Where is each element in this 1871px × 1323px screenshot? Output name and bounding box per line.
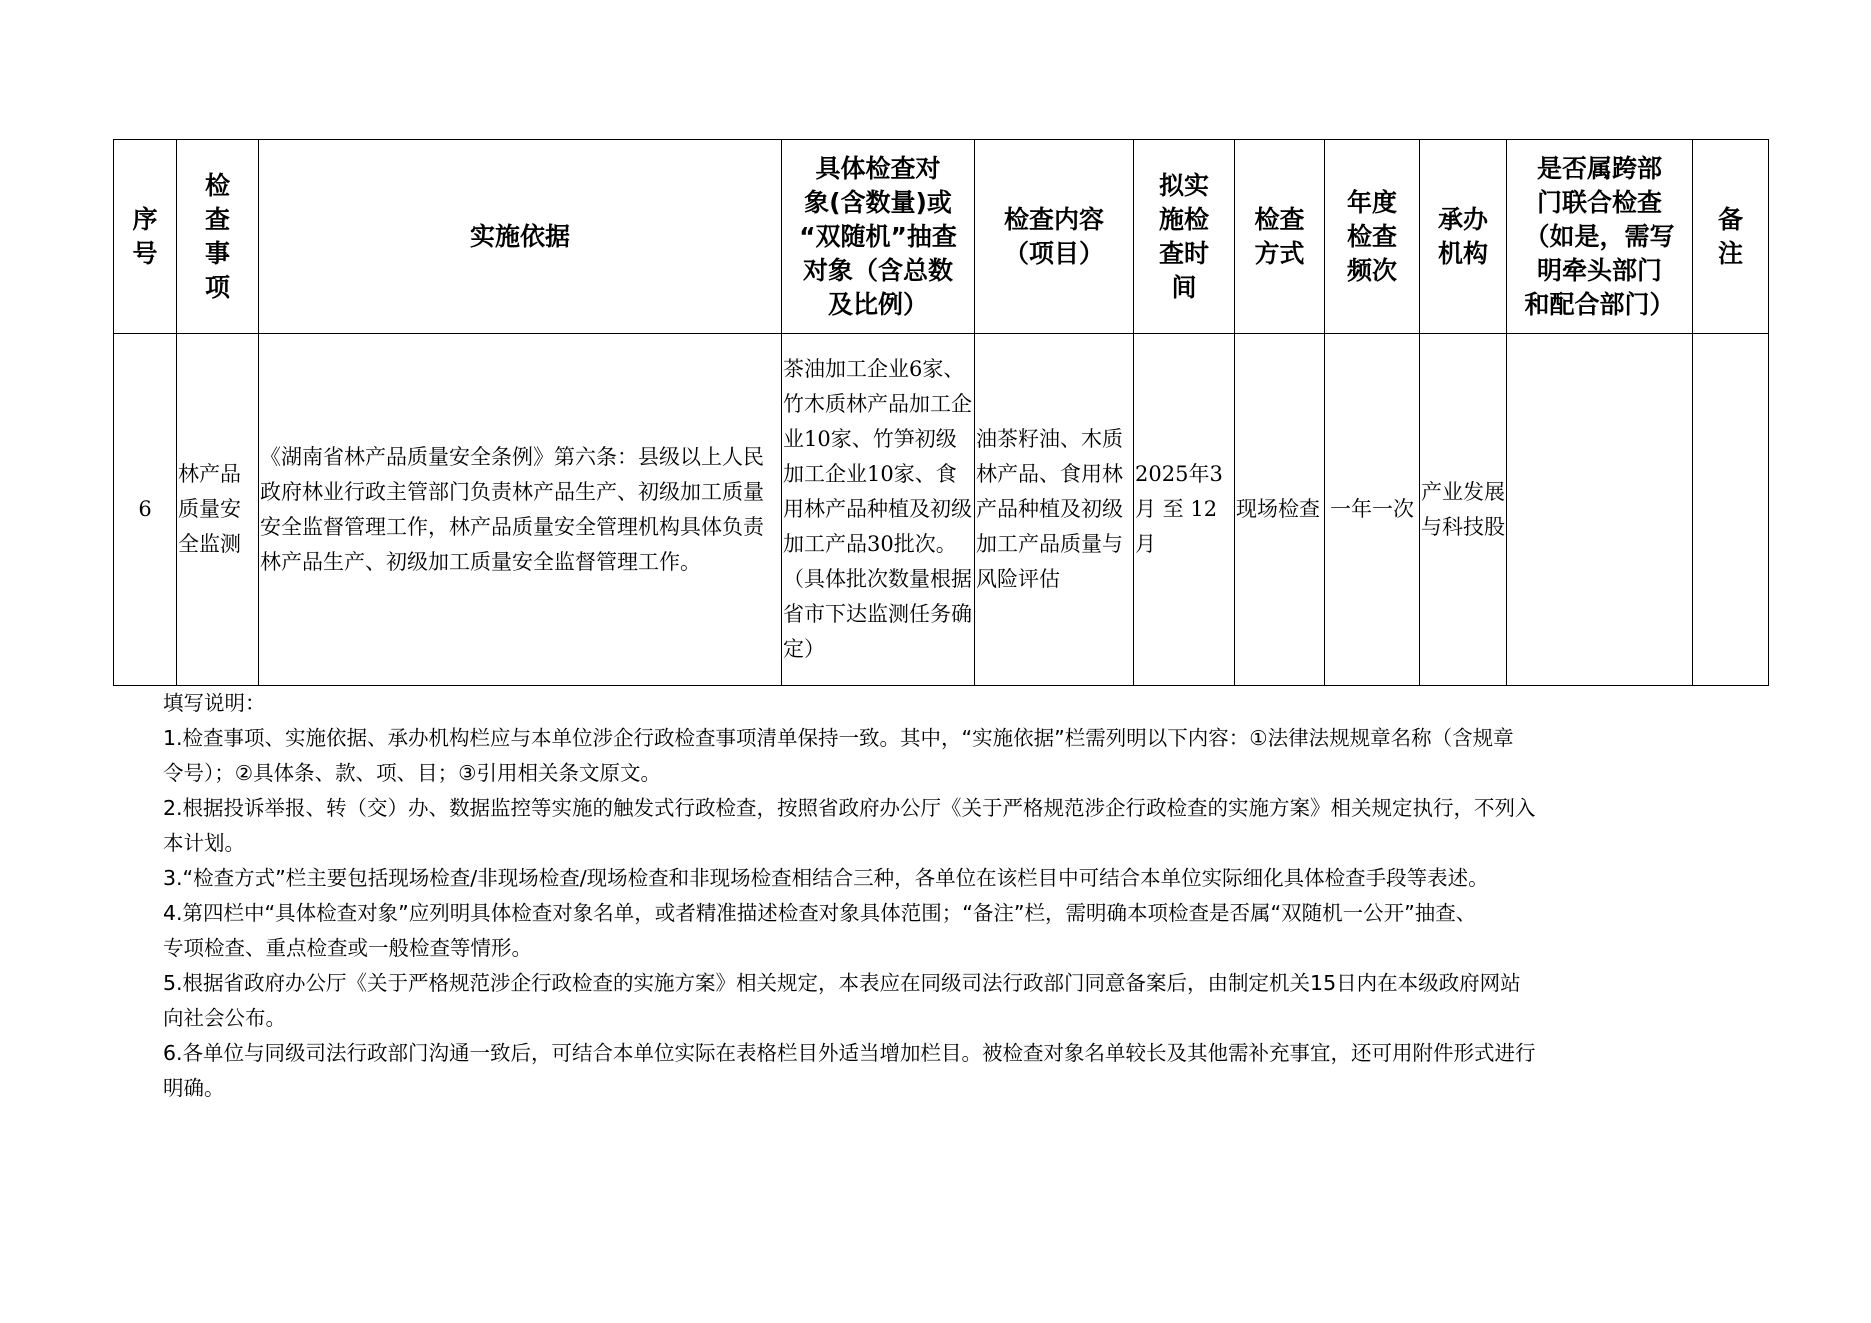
filling-instructions: [163, 686, 1733, 1106]
cell-joint: [1507, 334, 1693, 686]
inspection-plan-table: [113, 139, 1769, 686]
instruction-line: 1.检查事项、实施依据、承办机构栏应与本单位涉企行政检查事项清单保持一致。其中，“实施依据”栏需列明以下内容：①法律法规规章名称（含规章: [163, 726, 1514, 750]
table-header-row: [114, 140, 1769, 334]
cell-agency: 产业发展与科技股: [1420, 334, 1507, 686]
cell-method: 现场检查: [1235, 334, 1325, 686]
instruction-line: 令号）；②具体条、款、项、目；③引用相关条文原文。: [163, 761, 662, 785]
header-content: 检查内容 （项目）: [975, 140, 1134, 334]
header-agency: 承办 机构: [1420, 140, 1507, 334]
cell-frequency: 一年一次: [1325, 334, 1420, 686]
cell-basis: 《湖南省林产品质量安全条例》第六条：县级以上人民政府林业行政主管部门负责林产品生产、初级加工质量安全监督管理工作，林产品质量安全管理机构具体负责林产品生产、初级加工质量安全监督管理工作。: [259, 334, 782, 686]
instruction-line: 本计划。: [163, 831, 245, 855]
cell-remark: [1693, 334, 1769, 686]
cell-item: 林产品质量安全监测: [177, 334, 259, 686]
instruction-line: 4.第四栏中“具体检查对象”应列明具体检查对象名单，或者精准描述检查对象具体范围；“备注”栏，需明确本项检查是否属“双随机一公开”抽查、: [163, 901, 1477, 925]
instruction-line: 2.根据投诉举报、转（交）办、数据监控等实施的触发式行政检查，按照省政府办公厅《关于严格规范涉企行政检查的实施方案》相关规定执行，不列入: [163, 796, 1536, 820]
inspection-plan-sheet: [113, 139, 1768, 686]
header-basis: 实施依据: [259, 140, 782, 334]
instruction-line: 6.各单位与同级司法行政部门沟通一致后，可结合本单位实际在表格栏目外适当增加栏目。被检查对象名单较长及其他需补充事宜，还可用附件形式进行: [163, 1041, 1536, 1065]
instruction-line: 专项检查、重点检查或一般检查等情形。: [163, 936, 532, 960]
header-time: 拟实 施检 查时 间: [1134, 140, 1235, 334]
header-item: 检 查 事 项: [177, 140, 259, 334]
header-method: 检查 方式: [1235, 140, 1325, 334]
header-joint: 是否属跨部 门联合检查 （如是，需写 明牵头部门 和配合部门）: [1507, 140, 1693, 334]
instructions-title: 填写说明：: [163, 691, 266, 715]
cell-time: 2025年3月 至 12月: [1134, 334, 1235, 686]
instruction-line: 向社会公布。: [163, 1006, 286, 1030]
instruction-line: 明确。: [163, 1076, 225, 1100]
cell-objects: 茶油加工企业6家、竹木质林产品加工企业10家、竹笋初级加工企业10家、食用林产品种植及初级加工产品30批次。（具体批次数量根据省市下达监测任务确定）: [782, 334, 975, 686]
header-objects: 具体检查对 象(含数量)或 “双随机”抽查 对象（含总数 及比例）: [782, 140, 975, 334]
table-row: [114, 334, 1769, 686]
header-frequency: 年度 检查 频次: [1325, 140, 1420, 334]
header-remark: 备 注: [1693, 140, 1769, 334]
header-seq: 序 号: [114, 140, 177, 334]
instruction-line: 5.根据省政府办公厅《关于严格规范涉企行政检查的实施方案》相关规定，本表应在同级司法行政部门同意备案后，由制定机关15日内在本级政府网站: [163, 971, 1521, 995]
cell-seq: 6: [114, 334, 177, 686]
instruction-line: 3.“检查方式”栏主要包括现场检查/非现场检查/现场检查和非现场检查相结合三种，各单位在该栏目中可结合本单位实际细化具体检查手段等表述。: [163, 866, 1489, 890]
cell-content: 油茶籽油、木质林产品、食用林产品种植及初级加工产品质量与风险评估: [975, 334, 1134, 686]
